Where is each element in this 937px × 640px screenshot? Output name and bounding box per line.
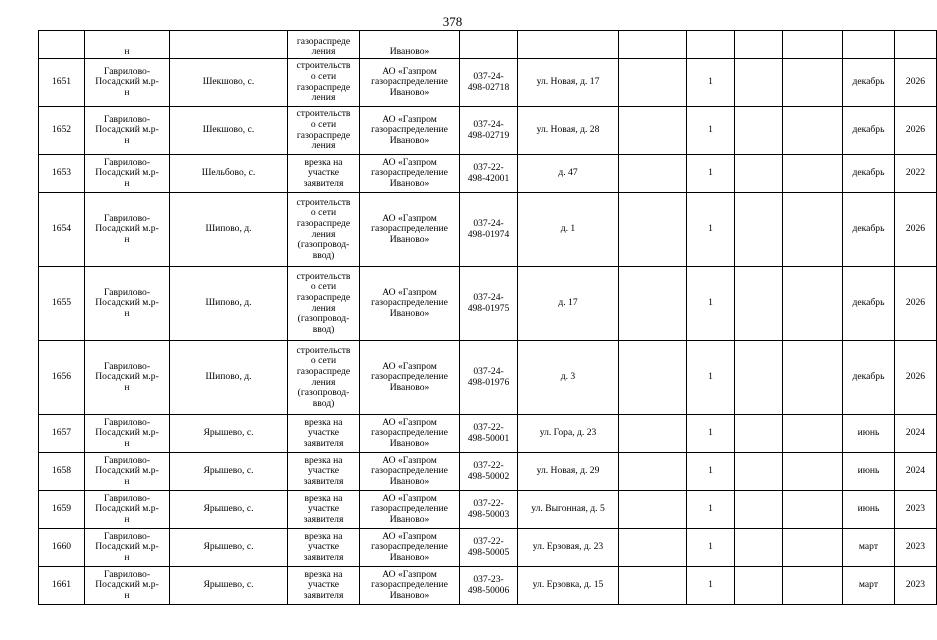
cell-qty: 1 [687, 491, 735, 529]
page-number: 378 [442, 14, 463, 29]
cell-month: март [843, 529, 895, 567]
cell-empty [735, 491, 783, 529]
cell-year: 2023 [895, 567, 937, 605]
cell-month: декабрь [843, 267, 895, 341]
cell-locality: Шипово, д. [170, 341, 288, 415]
cell-year: 2026 [895, 59, 937, 107]
cell-organization: АО «Газпром газораспределение Иваново» [360, 155, 460, 193]
cell-empty [619, 491, 687, 529]
cell-address: д. 3 [518, 341, 619, 415]
cell-num: 1660 [39, 529, 85, 567]
table-row [39, 491, 937, 529]
cell-work-type: строительств о сети газораспреде ления (газопровод- ввод) [288, 341, 360, 415]
cell-district: Гаврилово- Посадский м.р- н [85, 341, 170, 415]
table-row [39, 107, 937, 155]
cell-qty: 1 [687, 107, 735, 155]
table-row [39, 453, 937, 491]
cell-num: 1659 [39, 491, 85, 529]
cell-district: н [85, 31, 170, 59]
cell-qty [687, 31, 735, 59]
cell-address: ул. Новая, д. 29 [518, 453, 619, 491]
cell-work-type: врезка на участке заявителя [288, 567, 360, 605]
cell-work-type: врезка на участке заявителя [288, 491, 360, 529]
cell-empty [619, 31, 687, 59]
cell-year: 2023 [895, 491, 937, 529]
cell-code: 037-24- 498-01976 [460, 341, 518, 415]
cell-month: март [843, 567, 895, 605]
cell-num [39, 31, 85, 59]
cell-district: Гаврилово- Посадский м.р- н [85, 529, 170, 567]
cell-locality: Шипово, д. [170, 267, 288, 341]
cell-organization: АО «Газпром газораспределение Иваново» [360, 567, 460, 605]
cell-code: 037-24- 498-02718 [460, 59, 518, 107]
cell-code: 037-24- 498-01975 [460, 267, 518, 341]
cell-district: Гаврилово- Посадский м.р- н [85, 59, 170, 107]
cell-code: 037-24- 498-01974 [460, 193, 518, 267]
cell-district: Гаврилово- Посадский м.р- н [85, 267, 170, 341]
cell-work-type: строительств о сети газораспреде ления (газопровод- ввод) [288, 193, 360, 267]
cell-qty: 1 [687, 529, 735, 567]
cell-organization: АО «Газпром газораспределение Иваново» [360, 341, 460, 415]
cell-empty [619, 453, 687, 491]
cell-empty [619, 155, 687, 193]
cell-empty [783, 59, 843, 107]
cell-organization: АО «Газпром газораспределение Иваново» [360, 193, 460, 267]
cell-year [895, 31, 937, 59]
cell-code: 037-22- 498-50002 [460, 453, 518, 491]
cell-district: Гаврилово- Посадский м.р- н [85, 193, 170, 267]
cell-empty [735, 453, 783, 491]
cell-empty [619, 59, 687, 107]
cell-work-type: строительств о сети газораспреде ления [288, 107, 360, 155]
cell-empty [735, 59, 783, 107]
cell-address: ул. Выгонная, д. 5 [518, 491, 619, 529]
cell-work-type: врезка на участке заявителя [288, 453, 360, 491]
table-row [39, 415, 937, 453]
cell-empty [783, 567, 843, 605]
cell-locality: Шельбово, с. [170, 155, 288, 193]
table-row-fragment [39, 31, 937, 59]
cell-organization: АО «Газпром газораспределение Иваново» [360, 59, 460, 107]
cell-organization: АО «Газпром газораспределение Иваново» [360, 453, 460, 491]
cell-address: ул. Новая, д. 28 [518, 107, 619, 155]
cell-empty [735, 193, 783, 267]
cell-empty [619, 529, 687, 567]
cell-address: ул. Ерзовка, д. 15 [518, 567, 619, 605]
cell-month: июнь [843, 415, 895, 453]
cell-empty [619, 267, 687, 341]
cell-organization: АО «Газпром газораспределение Иваново» [360, 415, 460, 453]
cell-empty [619, 107, 687, 155]
cell-empty [735, 567, 783, 605]
cell-year: 2026 [895, 267, 937, 341]
cell-code: 037-22- 498-50005 [460, 529, 518, 567]
cell-organization: АО «Газпром газораспределение Иваново» [360, 491, 460, 529]
cell-num: 1661 [39, 567, 85, 605]
cell-locality: Ярышево, с. [170, 529, 288, 567]
cell-empty [619, 567, 687, 605]
cell-empty [783, 491, 843, 529]
cell-num: 1652 [39, 107, 85, 155]
cell-district: Гаврилово- Посадский м.р- н [85, 491, 170, 529]
cell-qty: 1 [687, 267, 735, 341]
cell-organization: АО «Газпром газораспределение Иваново» [360, 107, 460, 155]
cell-month: декабрь [843, 107, 895, 155]
cell-qty: 1 [687, 453, 735, 491]
table-row [39, 529, 937, 567]
cell-num: 1654 [39, 193, 85, 267]
registry-table [38, 30, 937, 605]
cell-month: декабрь [843, 193, 895, 267]
cell-empty [783, 453, 843, 491]
cell-empty [783, 267, 843, 341]
cell-locality: Ярышево, с. [170, 453, 288, 491]
table-row [39, 59, 937, 107]
table-row [39, 193, 937, 267]
cell-year: 2026 [895, 341, 937, 415]
cell-qty: 1 [687, 415, 735, 453]
table-row [39, 267, 937, 341]
cell-num: 1655 [39, 267, 85, 341]
cell-empty [783, 529, 843, 567]
table-body [39, 31, 937, 605]
cell-address: ул. Новая, д. 17 [518, 59, 619, 107]
cell-organization: АО «Газпром газораспределение Иваново» [360, 267, 460, 341]
cell-qty: 1 [687, 59, 735, 107]
cell-year: 2024 [895, 453, 937, 491]
cell-work-type: строительств о сети газораспреде ления [288, 59, 360, 107]
cell-code: 037-23- 498-50006 [460, 567, 518, 605]
cell-num: 1658 [39, 453, 85, 491]
cell-empty [619, 415, 687, 453]
cell-code: 037-22- 498-42001 [460, 155, 518, 193]
cell-address: д. 17 [518, 267, 619, 341]
cell-empty [735, 107, 783, 155]
cell-num: 1656 [39, 341, 85, 415]
cell-address: д. 1 [518, 193, 619, 267]
cell-num: 1657 [39, 415, 85, 453]
cell-year: 2024 [895, 415, 937, 453]
cell-qty: 1 [687, 341, 735, 415]
cell-work-type: газораспреде ления [288, 31, 360, 59]
cell-address: д. 47 [518, 155, 619, 193]
cell-work-type: врезка на участке заявителя [288, 529, 360, 567]
cell-code: 037-22- 498-50001 [460, 415, 518, 453]
cell-month: июнь [843, 491, 895, 529]
cell-month: декабрь [843, 155, 895, 193]
cell-num: 1653 [39, 155, 85, 193]
cell-code: 037-22- 498-50003 [460, 491, 518, 529]
cell-empty [735, 341, 783, 415]
cell-empty [619, 193, 687, 267]
cell-work-type: строительств о сети газораспреде ления (газопровод- ввод) [288, 267, 360, 341]
cell-empty [783, 415, 843, 453]
cell-district: Гаврилово- Посадский м.р- н [85, 567, 170, 605]
cell-empty [735, 415, 783, 453]
cell-locality: Ярышево, с. [170, 567, 288, 605]
cell-num: 1651 [39, 59, 85, 107]
cell-year: 2023 [895, 529, 937, 567]
cell-empty [783, 107, 843, 155]
cell-district: Гаврилово- Посадский м.р- н [85, 155, 170, 193]
cell-address: ул. Ерзовая, д. 23 [518, 529, 619, 567]
cell-qty: 1 [687, 567, 735, 605]
cell-empty [783, 155, 843, 193]
cell-code: 037-24- 498-02719 [460, 107, 518, 155]
cell-locality: Шекшово, с. [170, 59, 288, 107]
table-row [39, 567, 937, 605]
cell-locality [170, 31, 288, 59]
cell-empty [783, 31, 843, 59]
cell-locality: Шекшово, с. [170, 107, 288, 155]
cell-empty [735, 31, 783, 59]
cell-address [518, 31, 619, 59]
cell-month [843, 31, 895, 59]
cell-year: 2026 [895, 107, 937, 155]
cell-district: Гаврилово- Посадский м.р- н [85, 107, 170, 155]
cell-month: декабрь [843, 341, 895, 415]
cell-district: Гаврилово- Посадский м.р- н [85, 453, 170, 491]
cell-organization: Иваново» [360, 31, 460, 59]
cell-work-type: врезка на участке заявителя [288, 155, 360, 193]
cell-month: июнь [843, 453, 895, 491]
cell-year: 2026 [895, 193, 937, 267]
cell-empty [735, 529, 783, 567]
cell-empty [735, 155, 783, 193]
cell-district: Гаврилово- Посадский м.р- н [85, 415, 170, 453]
cell-empty [735, 267, 783, 341]
table-row [39, 341, 937, 415]
cell-empty [619, 341, 687, 415]
cell-empty [783, 193, 843, 267]
cell-locality: Шипово, д. [170, 193, 288, 267]
cell-work-type: врезка на участке заявителя [288, 415, 360, 453]
cell-year: 2022 [895, 155, 937, 193]
cell-qty: 1 [687, 155, 735, 193]
cell-organization: АО «Газпром газораспределение Иваново» [360, 529, 460, 567]
table-row [39, 155, 937, 193]
cell-address: ул. Гора, д. 23 [518, 415, 619, 453]
cell-month: декабрь [843, 59, 895, 107]
cell-code [460, 31, 518, 59]
cell-empty [783, 341, 843, 415]
cell-locality: Ярышево, с. [170, 415, 288, 453]
cell-qty: 1 [687, 193, 735, 267]
cell-locality: Ярышево, с. [170, 491, 288, 529]
